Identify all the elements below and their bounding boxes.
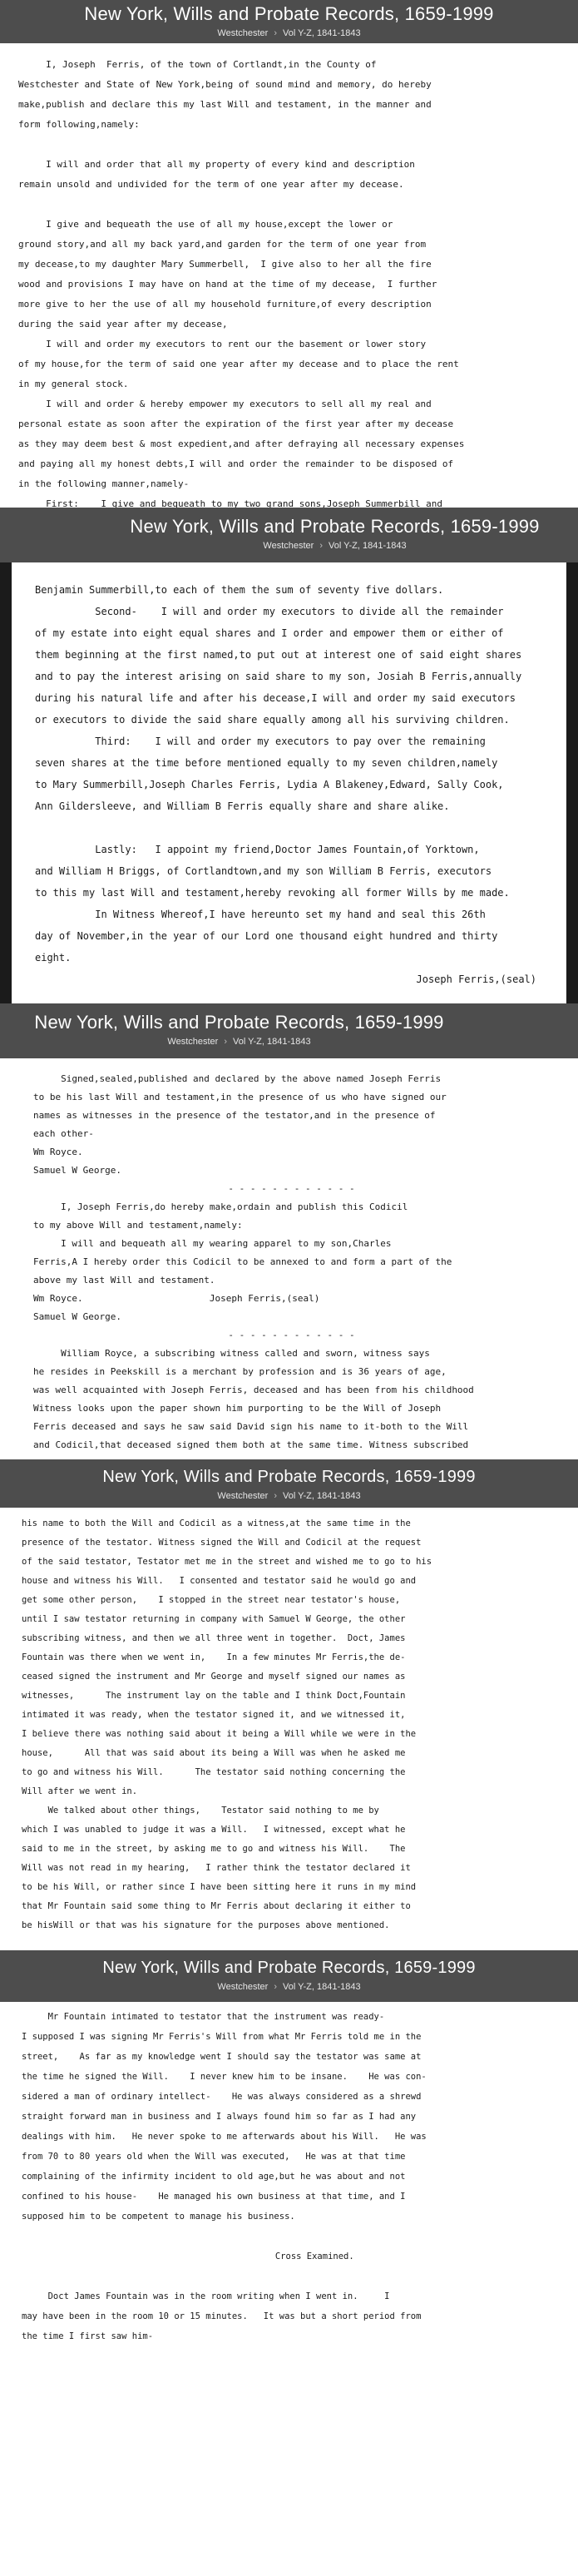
- document-line: Samuel W George.: [33, 1311, 121, 1322]
- document-line: remain unsold and undivided for the term of one year after my decease.: [18, 179, 404, 190]
- document-line: [22, 2227, 550, 2247]
- collection-title: New York, Wills and Probate Records, 1659-1999: [102, 1468, 476, 1486]
- document-line: Witness looks upon the paper shown him purporting to be the Will of Joseph: [33, 1403, 442, 1414]
- document-line: and paying all my honest debts,I will and order the remainder to be disposed of: [18, 458, 454, 469]
- document-line: seven shares at the time before mentioned equally to my seven children,namely: [35, 757, 498, 769]
- document-line: the time I first saw him-: [22, 2331, 154, 2341]
- document-line: Wm Royce.: [33, 1147, 83, 1157]
- document-line: Second- I will and order my executors to divide all the remainder: [35, 606, 504, 617]
- collection-title: New York, Wills and Probate Records, 1659-1999: [84, 3, 494, 24]
- breadcrumb-county[interactable]: Westchester: [217, 1491, 269, 1501]
- document-line: [18, 135, 550, 155]
- breadcrumb: [91, 540, 578, 552]
- document-line: sidered a man of ordinary intellect- He was always considered as a shrewd: [22, 2092, 422, 2102]
- document-line: - - - - - - - - - - - -: [228, 1183, 355, 1194]
- document-line: Benjamin Summerbill,to each of them the sum of seventy five dollars.: [35, 584, 444, 596]
- breadcrumb-volume[interactable]: Vol Y-Z, 1841-1843: [283, 1491, 361, 1501]
- collection-title: New York, Wills and Probate Records, 1659-1999: [34, 1012, 444, 1033]
- document-image: [0, 1508, 578, 1950]
- document-line: Cross Examined.: [217, 2252, 354, 2261]
- breadcrumb-volume[interactable]: Vol Y-Z, 1841-1843: [233, 1037, 311, 1047]
- document-line: supposed him to be competent to manage his business.: [22, 2212, 295, 2222]
- collection-title: New York, Wills and Probate Records, 1659-1999: [102, 1959, 476, 1977]
- document-line: ceased signed the instrument and Mr George and myself signed our names as: [22, 1672, 406, 1682]
- document-line: and to pay the interest arising on said share to my son, Josiah B Ferris,annually: [35, 671, 522, 682]
- document-line: First: I give and bequeath to my two grand sons,Joseph Summerbill and: [18, 498, 442, 508]
- breadcrumb-volume[interactable]: Vol Y-Z, 1841-1843: [283, 28, 361, 38]
- document-line: make,publish and declare this my last Will and testament, in the manner and: [18, 99, 432, 110]
- document-line: to Mary Summerbill,Joseph Charles Ferris, Lydia A Blakeney,Edward, Sally Cook,: [35, 779, 504, 790]
- document-line: to be his Will, or rather since I have been sitting here it runs in my mind: [22, 1882, 417, 1892]
- document-line: - - - - - - - - - - - -: [228, 1330, 355, 1340]
- document-line: Fountain was there when we went in, In a few minutes Mr Ferris,the de-: [22, 1652, 406, 1662]
- document-line: dealings with him. He never spoke to me afterwards about his Will. He was: [22, 2132, 427, 2142]
- breadcrumb: [0, 27, 578, 39]
- document-line: presence of the testator. Witness signed the Will and Codicil at the request: [22, 1538, 422, 1548]
- document-line: names as witnesses in the presence of the testator,and in the presence of: [33, 1110, 436, 1121]
- document-line: of my house,for the term of said one year after my decease and to place the rent: [18, 359, 459, 369]
- document-line: of my estate into eight equal shares and I order and empower them or either of: [35, 627, 504, 639]
- document-line: said to me in the street, by asking me to go and witness his Will. The: [22, 1844, 406, 1854]
- document-line: I will and bequeath all my wearing apparel to my son,Charles: [33, 1238, 392, 1249]
- document-line: I will and order my executors to rent our the basement or lower story: [18, 339, 427, 349]
- document-line: my decease,to my daughter Mary Summerbell, I give also to her all the fire: [18, 259, 432, 270]
- breadcrumb-county[interactable]: Westchester: [217, 1982, 269, 1992]
- document-line: eight.: [35, 952, 72, 964]
- document-line: more give to her the use of all my household furniture,of every description: [18, 299, 432, 310]
- document-line: during his natural life and after his decease,I will and order my said executors: [35, 692, 516, 704]
- document-line: intimated it was ready, when the testator signed it, and we witnessed it,: [22, 1710, 406, 1720]
- document-line: [35, 817, 561, 839]
- record-header: [0, 1950, 578, 2002]
- document-line: complaining of the infirmity incident to old age,but he was about and not: [22, 2172, 406, 2182]
- document-line: Mr Fountain intimated to testator that the instrument was ready-: [22, 2012, 385, 2022]
- document-line: be hisWill or that was his signature for the purposes above mentioned.: [22, 1920, 390, 1930]
- document-line: Will was not read in my hearing, I rather think the testator declared it: [22, 1863, 411, 1873]
- record-page-5: [0, 1950, 578, 2576]
- document-line: [18, 195, 550, 215]
- document-line: Ferris,A I hereby order this Codicil to be annexed to and form a part of the: [33, 1256, 452, 1267]
- document-line: I give and bequeath the use of all my house,except the lower or: [18, 219, 393, 230]
- document-line: day of November,in the year of our Lord one thousand eight hundred and thirty: [35, 930, 498, 942]
- document-line: wood and provisions I may have on hand at the time of my decease, I further: [18, 279, 437, 290]
- document-line: I will and order & hereby empower my executors to sell all my real and: [18, 399, 432, 409]
- breadcrumb-county[interactable]: Westchester: [263, 541, 314, 551]
- breadcrumb-separator: ›: [274, 28, 278, 38]
- document-line: Samuel W George.: [33, 1165, 121, 1176]
- document-line: was well acquainted with Joseph Ferris, deceased and has been from his childhood: [33, 1385, 474, 1395]
- document-image: [0, 2002, 578, 2576]
- record-page-1: [0, 0, 578, 508]
- document-line: street, As far as my knowledge went I should say the testator was same at: [22, 2052, 422, 2062]
- breadcrumb-volume[interactable]: Vol Y-Z, 1841-1843: [329, 541, 407, 551]
- document-line: and William H Briggs, of Cortlandtown,and my son William B Ferris, executors: [35, 865, 492, 877]
- breadcrumb-separator: ›: [274, 1982, 278, 1992]
- document-line: in the following manner,namely-: [18, 478, 190, 489]
- document-line: or executors to divide the said share equally among all his surviving children.: [35, 714, 510, 726]
- document-image: [12, 562, 566, 1003]
- record-page-4: [0, 1459, 578, 1950]
- document-line: house, All that was said about its being a Will was when he asked me: [22, 1748, 406, 1758]
- document-line: Lastly: I appoint my friend,Doctor James Fountain,of Yorktown,: [35, 844, 480, 855]
- document-line: until I saw testator returning in company with Samuel W George, the other: [22, 1614, 406, 1624]
- document-line: Third: I will and order my executors to pay over the remaining: [35, 736, 486, 747]
- collection-title: New York, Wills and Probate Records, 1659-1999: [130, 516, 540, 537]
- document-line: Will after we went in.: [22, 1786, 138, 1796]
- document-image: [0, 43, 578, 508]
- document-line: in my general stock.: [18, 379, 129, 389]
- record-header: [0, 1459, 578, 1508]
- document-line: to my above Will and testament,namely:: [33, 1220, 243, 1231]
- document-line: I, Joseph Ferris, of the town of Cortlandt,in the County of: [18, 59, 377, 70]
- document-line: subscribing witness, and then we all three went in together. Doct, James: [22, 1633, 406, 1643]
- document-line: I believe there was nothing said about it being a Will while we were in the: [22, 1729, 417, 1739]
- document-line: form following,namely:: [18, 119, 140, 130]
- breadcrumb-separator: ›: [224, 1037, 228, 1047]
- document-line: them beginning at the first named,to put out at interest one of said eight shares: [35, 649, 522, 661]
- document-line: of the said testator, Testator met me in the street and wished me to go to his: [22, 1557, 432, 1567]
- document-line: to go and witness his Will. The testator said nothing concerning the: [22, 1767, 406, 1777]
- record-header: [0, 1003, 578, 1058]
- document-line: and Codicil,that deceased signed them both at the same time. Witness subscribed: [33, 1439, 469, 1450]
- breadcrumb-volume[interactable]: Vol Y-Z, 1841-1843: [283, 1982, 361, 1992]
- document-line: William Royce, a subscribing witness called and sworn, witness says: [33, 1348, 430, 1359]
- breadcrumb: [0, 1036, 478, 1048]
- document-image: [0, 1058, 578, 1459]
- document-line: We talked about other things, Testator said nothing to me by: [22, 1806, 379, 1816]
- document-line: Ferris deceased and says he saw said David sign his name to it-both to the Will: [33, 1421, 469, 1432]
- document-line: as they may deem best & most expedient,and after defraying all necessary expenses: [18, 438, 465, 449]
- record-page-3: [0, 1003, 578, 1459]
- document-line: Doct James Fountain was in the room writing when I went in. I: [22, 2291, 390, 2301]
- document-line: which I was unabled to judge it was a Will. I witnessed, except what he: [22, 1825, 406, 1835]
- document-line: straight forward man in business and I always found him so far as I had any: [22, 2112, 417, 2122]
- document-line: the time he signed the Will. I never knew him to be insane. He was con-: [22, 2072, 427, 2082]
- document-line: that Mr Fountain said some thing to Mr Ferris about declaring it either to: [22, 1901, 411, 1911]
- document-line: each other-: [33, 1128, 94, 1139]
- document-line: Ann Gildersleeve, and William B Ferris equally share and share alike.: [35, 800, 450, 812]
- document-line: I will and order that all my property of every kind and description: [18, 159, 415, 170]
- breadcrumb-county[interactable]: Westchester: [167, 1037, 219, 1047]
- breadcrumb: [0, 1490, 578, 1502]
- document-line: In Witness Whereof,I have hereunto set my hand and seal this 26th: [35, 909, 486, 920]
- record-page-2: [0, 508, 578, 1003]
- document-line: from 70 to 80 years old when the Will was executed, He was at that time: [22, 2152, 406, 2162]
- record-header: [0, 0, 578, 43]
- document-line: house and witness his Will. I consented and testator said he would go and: [22, 1576, 417, 1586]
- document-line: personal estate as soon after the expiration of the first year after my decease: [18, 419, 454, 429]
- document-line: [22, 2266, 550, 2286]
- document-line: get some other person, I stopped in the street near testator's house,: [22, 1595, 401, 1605]
- document-line: confined to his house- He managed his own business at that time, and I: [22, 2192, 406, 2202]
- document-line: above my last Will and testament.: [33, 1275, 215, 1286]
- document-line: Westchester and State of New York,being of sound mind and memory, do hereby: [18, 79, 432, 90]
- document-line: I, Joseph Ferris,do hereby make,ordain and publish this Codicil: [33, 1201, 408, 1212]
- breadcrumb: [0, 1981, 578, 1993]
- document-line: Wm Royce. Joseph Ferris,(seal): [33, 1293, 320, 1304]
- document-line: to be his last Will and testament,in the presence of us who have signed our: [33, 1092, 447, 1102]
- record-header: [0, 508, 578, 562]
- breadcrumb-separator: ›: [274, 1491, 278, 1501]
- document-line: his name to both the Will and Codicil as a witness,at the same time in the: [22, 1518, 411, 1528]
- document-line: he resides in Peekskill is a merchant by profession and is 36 years of age,: [33, 1366, 447, 1377]
- document-line: may have been in the room 10 or 15 minutes. It was but a short period from: [22, 2311, 422, 2321]
- breadcrumb-county[interactable]: Westchester: [217, 28, 269, 38]
- document-line: Joseph Ferris,(seal): [181, 973, 536, 985]
- document-line: I supposed I was signing Mr Ferris's Will from what Mr Ferris told me in the: [22, 2032, 422, 2042]
- document-line: witnesses, The instrument lay on the table and I think Doct,Fountain: [22, 1691, 406, 1701]
- document-line: during the said year after my decease,: [18, 319, 228, 329]
- breadcrumb-separator: ›: [319, 541, 324, 551]
- document-line: Signed,sealed,published and declared by the above named Joseph Ferris: [33, 1073, 442, 1084]
- document-line: to this my last Will and testament,hereby revoking all former Wills by me made.: [35, 887, 510, 899]
- document-line: ground story,and all my back yard,and garden for the term of one year from: [18, 239, 427, 250]
